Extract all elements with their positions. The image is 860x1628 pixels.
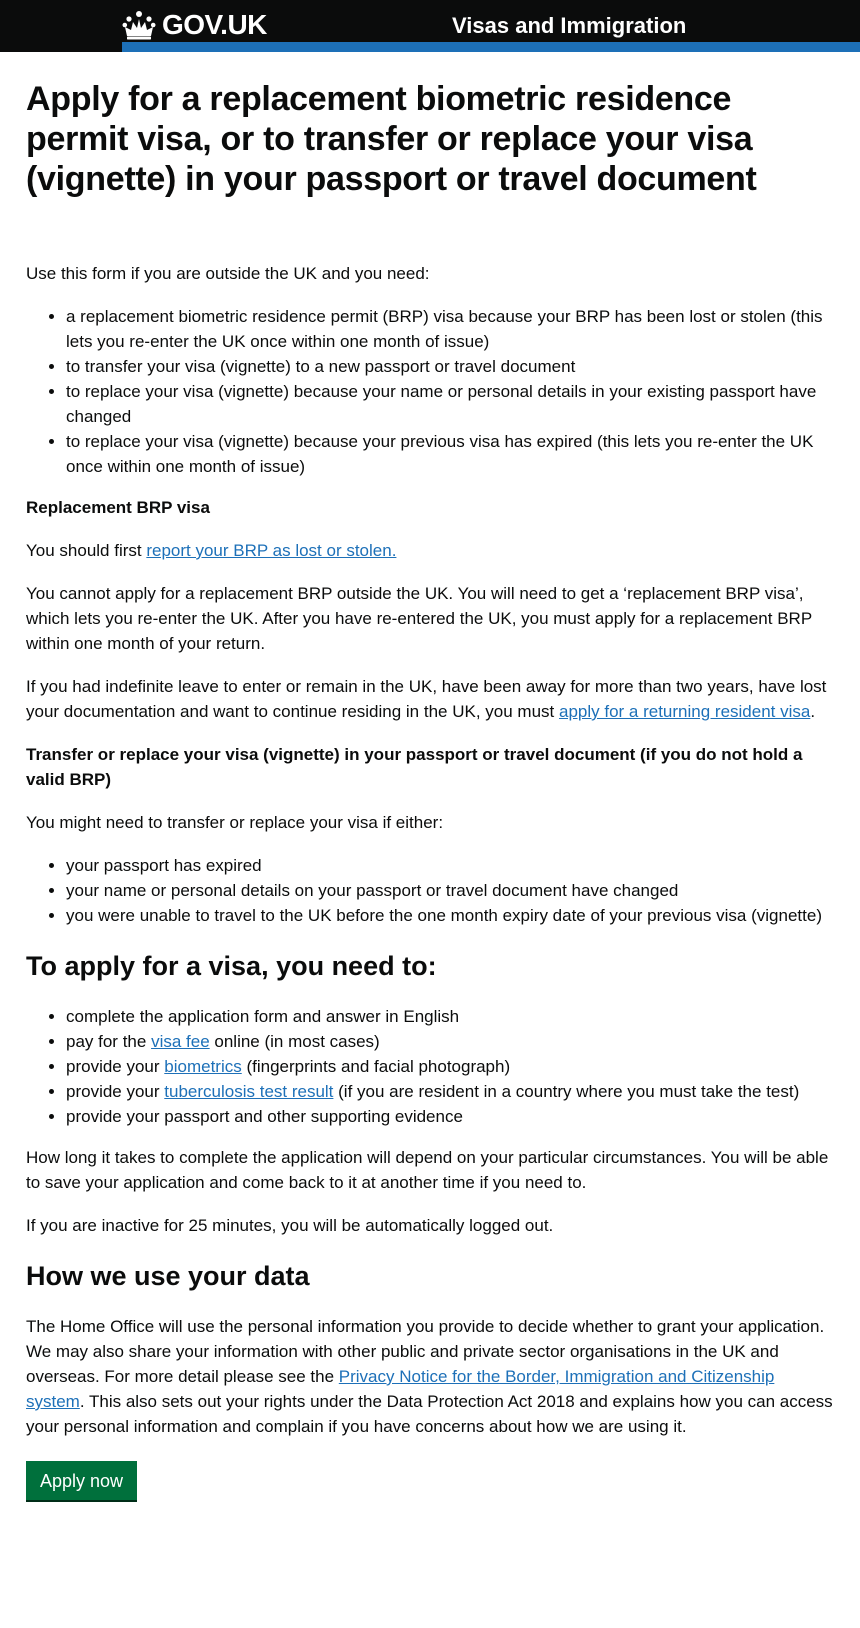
- report-brp-link[interactable]: report your BRP as lost or stolen.: [146, 541, 397, 560]
- item-prefix: pay for the: [66, 1032, 152, 1051]
- data-suffix: . This also sets out your rights under the Data Protection Act 2018 and explains how you can access your personal information and complain if you have concerns about how we are using it.: [26, 1392, 833, 1436]
- list-item: • to transfer your visa (vignette) to a new passport or travel document: [66, 354, 834, 379]
- list-item: [66, 1054, 834, 1079]
- header-accent-bar: [122, 42, 860, 52]
- biometrics-link[interactable]: biometrics: [164, 1057, 242, 1076]
- list-item: • provide your passport and other supporting evidence: [66, 1104, 834, 1129]
- list-item: • complete the application form and answer in English: [66, 1004, 834, 1029]
- list-item: [66, 1079, 834, 1104]
- returning-resident-link[interactable]: apply for a returning resident visa: [558, 702, 811, 721]
- intro-list: [26, 304, 834, 479]
- returning-suffix: .: [810, 702, 816, 721]
- duration-paragraph: How long it takes to complete the application will depend on your particular circumstances. You will be able to save your application and come back to it at another time if you need to.: [26, 1148, 829, 1192]
- item-prefix: provide your: [66, 1057, 165, 1076]
- crown-icon: [122, 10, 156, 40]
- list-item: • your name or personal details on your passport or travel document have changed: [66, 878, 834, 903]
- privacy-notice-link[interactable]: Privacy Notice for the Border, Immigration and Citizenship system: [26, 1367, 775, 1411]
- returning-prefix: If you had indefinite leave to enter or remain in the UK, have been away for more than two years, have lost your documentation and want to continue residing in the UK, you must: [26, 677, 827, 721]
- intro-text: Use this form if you are outside the UK and you need:: [26, 264, 430, 283]
- brp-section-heading: Replacement BRP visa: [26, 498, 210, 517]
- replacement-brp-paragraph: You cannot apply for a replacement BRP outside the UK. You will need to get a ‘replacement BRP visa’, which lets you re-enter the UK. After you have re-entered the UK, you must apply for a replacement BRP within one month of your return.: [26, 584, 812, 653]
- returning-resident-paragraph: [26, 674, 834, 724]
- list-item: • your passport has expired: [66, 853, 834, 878]
- apply-section-heading: To apply for a visa, you need to:: [26, 951, 437, 981]
- site-header: [0, 0, 860, 52]
- visa-fee-link[interactable]: visa fee: [151, 1032, 210, 1051]
- govuk-logo-link[interactable]: [122, 8, 267, 42]
- list-item: • a replacement biometric residence permit (BRP) visa because your BRP has been lost or stolen (this lets you re-enter the UK once within one month of issue): [66, 304, 834, 354]
- apply-requirements-list: [26, 1004, 834, 1129]
- tuberculosis-test-link[interactable]: tuberculosis test result: [164, 1082, 334, 1101]
- list-item: • you were unable to travel to the UK before the one month expiry date of your previous visa (vignette): [66, 903, 834, 928]
- list-item: • to replace your visa (vignette) because your name or personal details in your existing passport have changed: [66, 379, 834, 429]
- data-paragraph: [26, 1314, 834, 1439]
- service-name-link[interactable]: Visas and Immigration: [452, 13, 687, 38]
- item-suffix: online (in most cases): [209, 1032, 380, 1051]
- report-prefix: You should first: [26, 541, 147, 560]
- logo-text: GOV.UK: [162, 9, 267, 40]
- transfer-intro: You might need to transfer or replace your visa if either:: [26, 813, 444, 832]
- item-suffix: (if you are resident in a country where you must take the test): [333, 1082, 800, 1101]
- main-content: [0, 79, 860, 1500]
- data-section-heading: How we use your data: [26, 1261, 310, 1291]
- transfer-section-heading: Transfer or replace your visa (vignette) in your passport or travel document (if you do not hold a valid BRP): [26, 745, 803, 789]
- list-item: [66, 1029, 834, 1054]
- item-prefix: provide your: [66, 1082, 165, 1101]
- apply-now-button[interactable]: Apply now: [26, 1461, 137, 1500]
- data-prefix: The Home Office will use the personal information you provide to decide whether to grant your application. We may also share your information with other public and private sector organisations in the UK and overseas. For more detail please see the: [26, 1317, 825, 1386]
- list-item: • to replace your visa (vignette) because your previous visa has expired (this lets you re-enter the UK once within one month of issue): [66, 429, 834, 479]
- transfer-list: [26, 853, 834, 928]
- report-brp-paragraph: [26, 538, 834, 563]
- timeout-paragraph: If you are inactive for 25 minutes, you will be automatically logged out.: [26, 1216, 554, 1235]
- page-title: Apply for a replacement biometric residence permit visa, or to transfer or replace your visa (vignette) in your passport or travel document: [26, 80, 757, 198]
- item-suffix: (fingerprints and facial photograph): [241, 1057, 511, 1076]
